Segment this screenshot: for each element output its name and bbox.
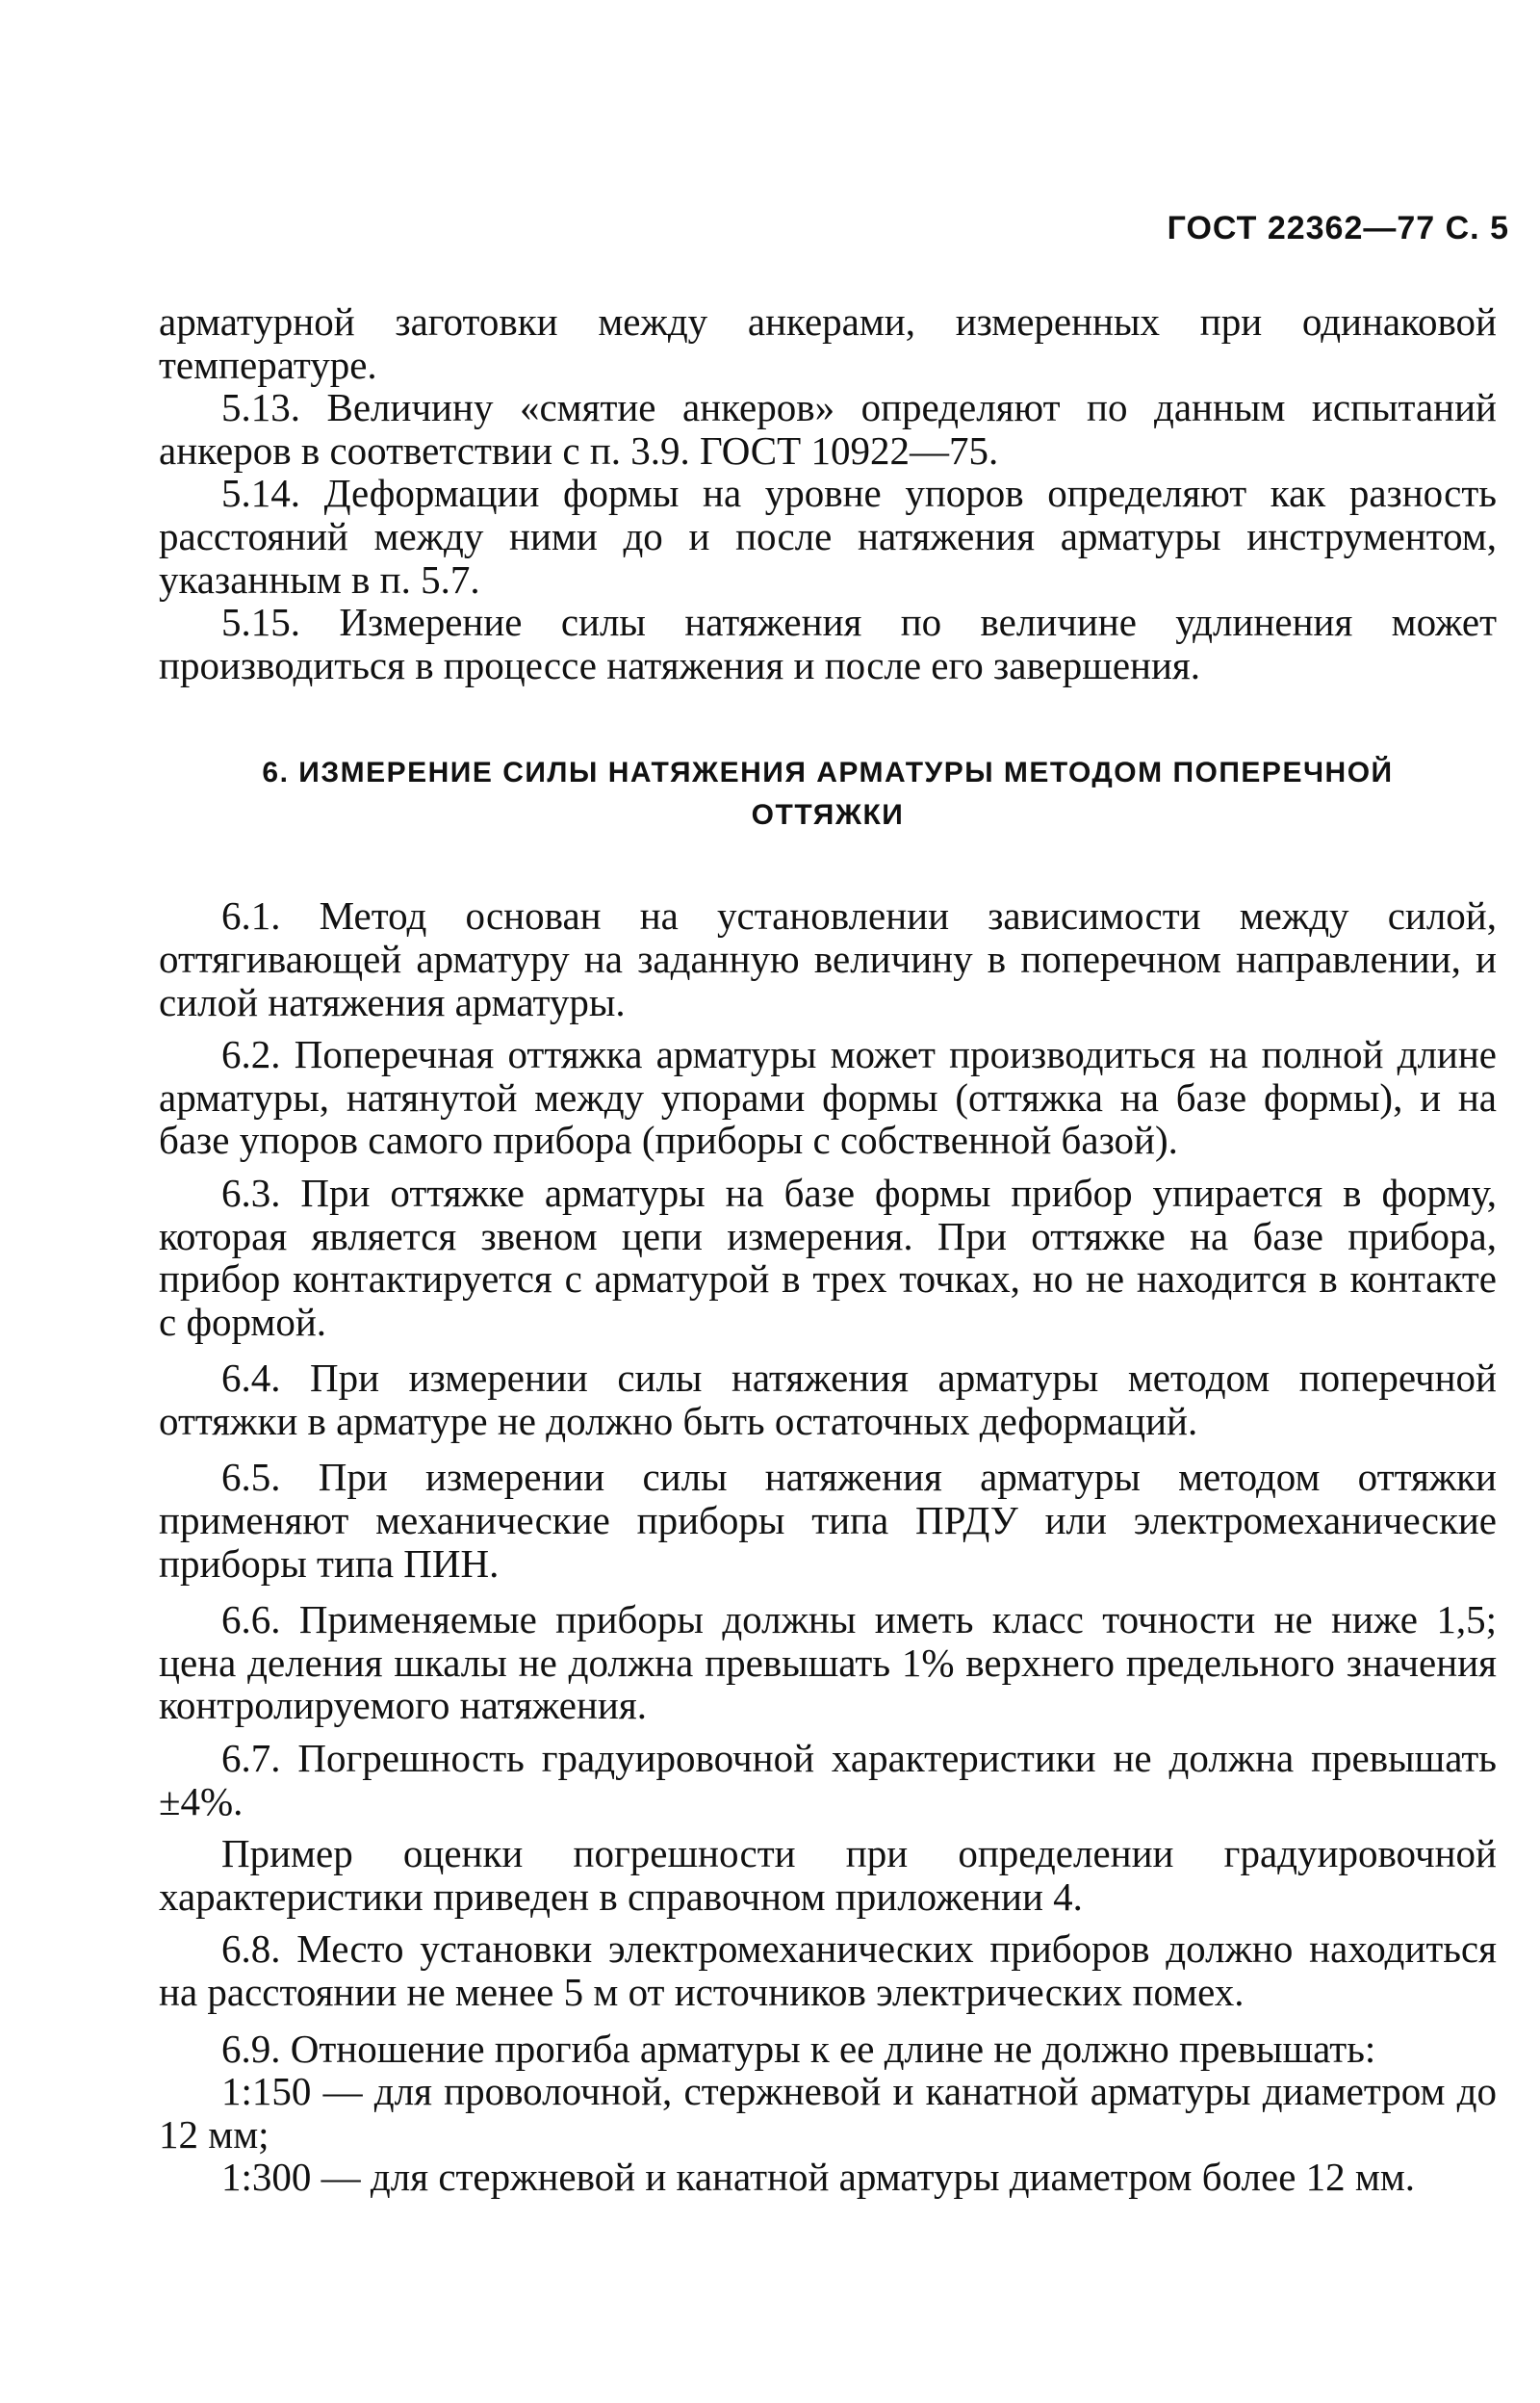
section-6-heading: 6. ИЗМЕРЕНИЕ СИЛЫ НАТЯЖЕНИЯ АРМАТУРЫ МЕТОДОМ ПОПЕРЕЧНОЙ ОТТЯЖКИ [262, 757, 1394, 832]
paragraph-6-9: 6.9. Отношение прогиба арматуры к ее длине не должно превышать: [221, 2026, 1376, 2071]
running-header: ГОСТ 22362—77 С. 5 [1167, 210, 1509, 246]
paragraph-5-14: 5.14. Деформации формы на уровне упоров определяют как разность расстояний между ними до и после натяжения арматуры инструментом, указанным в п. 5.7. [159, 471, 1497, 602]
paragraph-5-13: 5.13. Величину «смятие анкеров» определяют по данным испытаний анкеров в соответствии с п. 3.9. ГОСТ 10922—75. [159, 385, 1497, 473]
paragraph-6-7-example: Пример оценки погрешности при определении градуировочной характеристики приведен в справочном приложении 4. [159, 1831, 1497, 1919]
paragraph-6-4: 6.4. При измерении силы натяжения арматуры методом поперечной оттяжки в арматуре не должно быть остаточных деформаций. [159, 1356, 1497, 1443]
paragraph-6-3: 6.3. При оттяжке арматуры на базе формы прибор упирается в форму, которая является звеном цепи измерения. При оттяжке на базе прибора, прибор контактируется с арматурой в трех точках, но не находится в контакте с формой. [159, 1170, 1497, 1344]
paragraph-6-5: 6.5. При измерении силы натяжения арматуры методом оттяжки применяют механические приборы типа ПРДУ или электромеханические приборы типа ПИН. [159, 1455, 1497, 1586]
paragraph-5-15: 5.15. Измерение силы натяжения по величине удлинения может производиться в процессе натяжения и после его завершения. [159, 600, 1497, 687]
paragraph-6-9-item-a: 1:150 — для проволочной, стержневой и канатной арматуры диаметром до 12 мм; [159, 2069, 1497, 2157]
paragraph-6-6: 6.6. Применяемые приборы должны иметь класс точности не ниже 1,5; цена деления шкалы не должна превышать 1% верхнего предельного значения контролируемого натяжения. [159, 1597, 1497, 1728]
paragraph-6-8: 6.8. Место установки электромеханических приборов должно находиться на расстоянии не менее 5 м от источников электрических помех. [159, 1926, 1497, 2014]
paragraph-6-2: 6.2. Поперечная оттяжка арматуры может производиться на полной длине арматуры, натянутой между упорами формы (оттяжка на базе формы), и на базе упоров самого прибора (приборы с собственной базой). [159, 1032, 1497, 1163]
paragraph-6-9-item-b: 1:300 — для стержневой и канатной арматуры диаметром более 12 мм. [221, 2155, 1416, 2200]
paragraph-6-1: 6.1. Метод основан на установлении зависимости между силой, оттягивающей арматуру на заданную величину в поперечном направлении, и силой натяжения арматуры. [159, 893, 1497, 1024]
paragraph-continuation: арматурной заготовки между анкерами, измеренных при одинаковой температуре. [159, 299, 1497, 387]
body-text [159, 300, 1497, 2199]
paragraph-6-7: 6.7. Погрешность градуировочной характеристики не должна превышать ±4%. [159, 1736, 1497, 1823]
